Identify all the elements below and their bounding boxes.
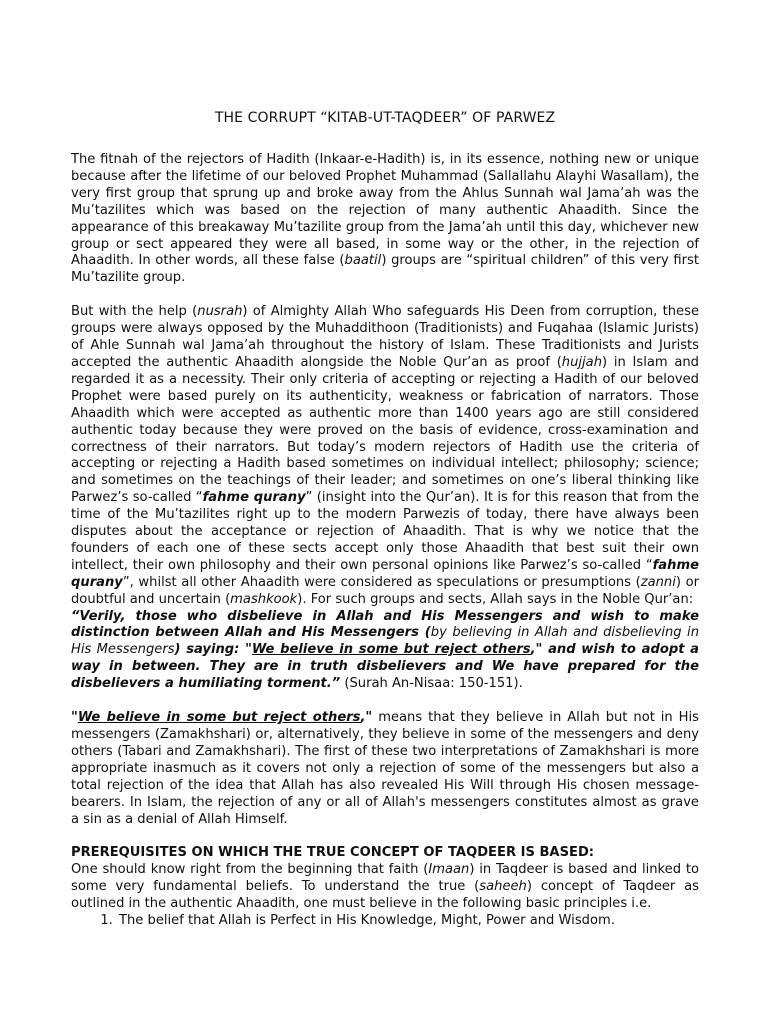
- section-heading: PREREQUISITES ON WHICH THE TRUE CONCEPT OF TAQDEER IS BASED:: [71, 845, 595, 861]
- italic-term: saheeh: [479, 879, 527, 895]
- quote-reference: (Surah An-Nisaa: 150-151).: [340, 676, 523, 692]
- quote-text: ," and wish to adopt a way in between. They are in truth disbelievers and We have prepared for the disbelievers a humiliating torment.”: [71, 642, 699, 692]
- italic-term: Imaan: [428, 862, 470, 878]
- text: ”, whilst all other Ahaadith were considered as speculations or presumptions (: [122, 574, 641, 590]
- quote-mark: ": [71, 710, 78, 726]
- list-item: 1. The belief that Allah is Perfect in His Knowledge, Might, Power and Wisdom.: [117, 913, 699, 930]
- italic-term: zanni: [640, 574, 676, 590]
- paragraph-traditionists: [71, 304, 699, 608]
- text: ) of Almighty Allah Who safeguards His Deen from corruption, these groups were always opposed by the Muhaddithoon (Traditionists) and Fuqahaa (Islamic Jurists) of Ahle Sunnah wal Jama’ah throughout the history of Islam. These Traditionists and Jurists accepted the authentic Ahaadith alongside the Noble Qur’an as proof (: [71, 304, 699, 370]
- italic-term: mashkook: [230, 591, 298, 607]
- quote-parenthetical: by believing in Allah and disbelieving in His Messengers: [71, 625, 699, 658]
- quran-quote: [71, 609, 699, 694]
- text: ) in Islam and regarded it as a necessity. Their only criteria of accepting or rejecting a Hadith of our beloved Prophet were based purely on its authenticity, weakness or fabrication of narrators. Those Ahaadith which were accepted as authentic more than 1400 years ago are still considered authentic today because they were proved on the basis of evidence, cross-examination and correctness of their narrators. But today’s modern rejectors of Hadith use the criteria of accepting or rejecting a Hadith based sometimes on individual intellect; philosophy; science; and sometimes on the teachings of their leader; and sometimes on one’s liberal thinking like Parwez’s so-called “: [71, 354, 699, 506]
- text: ). For such groups and sects, Allah says in the Noble Qur’an:: [297, 591, 694, 607]
- quote-text: “Verily, those who disbelieve in Allah and His Messengers and wish to make distinction between Allah and His Messengers (: [71, 608, 699, 641]
- quote-mark: ,": [360, 710, 373, 726]
- text: But with the help (: [71, 304, 198, 320]
- quote-underlined: We believe in some but reject others: [77, 710, 361, 726]
- principles-list: [71, 913, 699, 930]
- text: means that they believe in Allah but not in His messengers (Zamakhshari) or, alternatively, they believe in some of the messengers and deny others (Tabari and Zamakhshari). The first of these two interpretations of Zamakhshari is more appropriate inasmuch as it covers not only a rejection of some of the messengers but also a total rejection of the idea that Allah has also revealed His Will through His chosen message-bearers. In Islam, the rejection of any or all of Allah's messengers constitutes almost as grave a sin as a denial of Allah Himself.: [71, 710, 699, 827]
- italic-term: baatil: [344, 253, 382, 269]
- paragraph-interpretation: [71, 710, 699, 828]
- italic-term: nusrah: [197, 304, 243, 320]
- bold-italic-term: fahme qurany: [71, 557, 699, 590]
- text: ) in Taqdeer is based and linked to some very fundamental beliefs. To understand the true (: [71, 862, 699, 895]
- text: ) or doubtful and uncertain (: [71, 574, 699, 607]
- document-title: THE CORRUPT “KITAB-UT-TAQDEER” OF PARWEZ: [214, 110, 556, 126]
- text: The fitnah of the rejectors of Hadith (Inkaar-e-Hadith) is, in its essence, nothing new or unique because after the lifetime of our beloved Prophet Muhammad (Sallallahu Alayhi Wasallam), the very first group that sprung up and broke away from the Ahlus Sunnah wal Jama’ah was the Mu’tazilites which was based on the rejection of many authentic Ahaadith. Since the appearance of this breakaway Mu’tazilite group from the Jama’ah until this day, whichever new group or sect appeared they were all based, in some way or the other, in the rejection of Ahaadith. In other words, all these false (: [71, 152, 699, 269]
- paragraph-intro: [71, 152, 699, 287]
- text: ) groups are “spiritual children” of this very first Mu’tazilite group.: [71, 253, 699, 286]
- text: ) concept of Taqdeer as outlined in the authentic Ahaadith, one must believe in the following basic principles i.e.: [71, 879, 700, 912]
- text: ” (insight into the Qur’an). It is for this reason that from the time of the Mu’tazilites right up to the modern Parwezis of today, there have always been disputes about the acceptance or rejection of Ahaadith. That is why we notice that the founders of each one of these sects accept only those Ahaadith that best suit their own intellect, their own philosophy and their own personal opinions like Parwez’s so-called “: [71, 490, 699, 573]
- text: One should know right from the beginning that faith (: [71, 862, 429, 878]
- quote-underlined: We believe in some but reject others: [251, 642, 531, 658]
- quote-text: ) saying: ": [174, 642, 252, 658]
- italic-term: hujjah: [561, 354, 602, 370]
- bold-italic-term: fahme qurany: [202, 490, 306, 506]
- paragraph-prerequisites: [71, 862, 699, 913]
